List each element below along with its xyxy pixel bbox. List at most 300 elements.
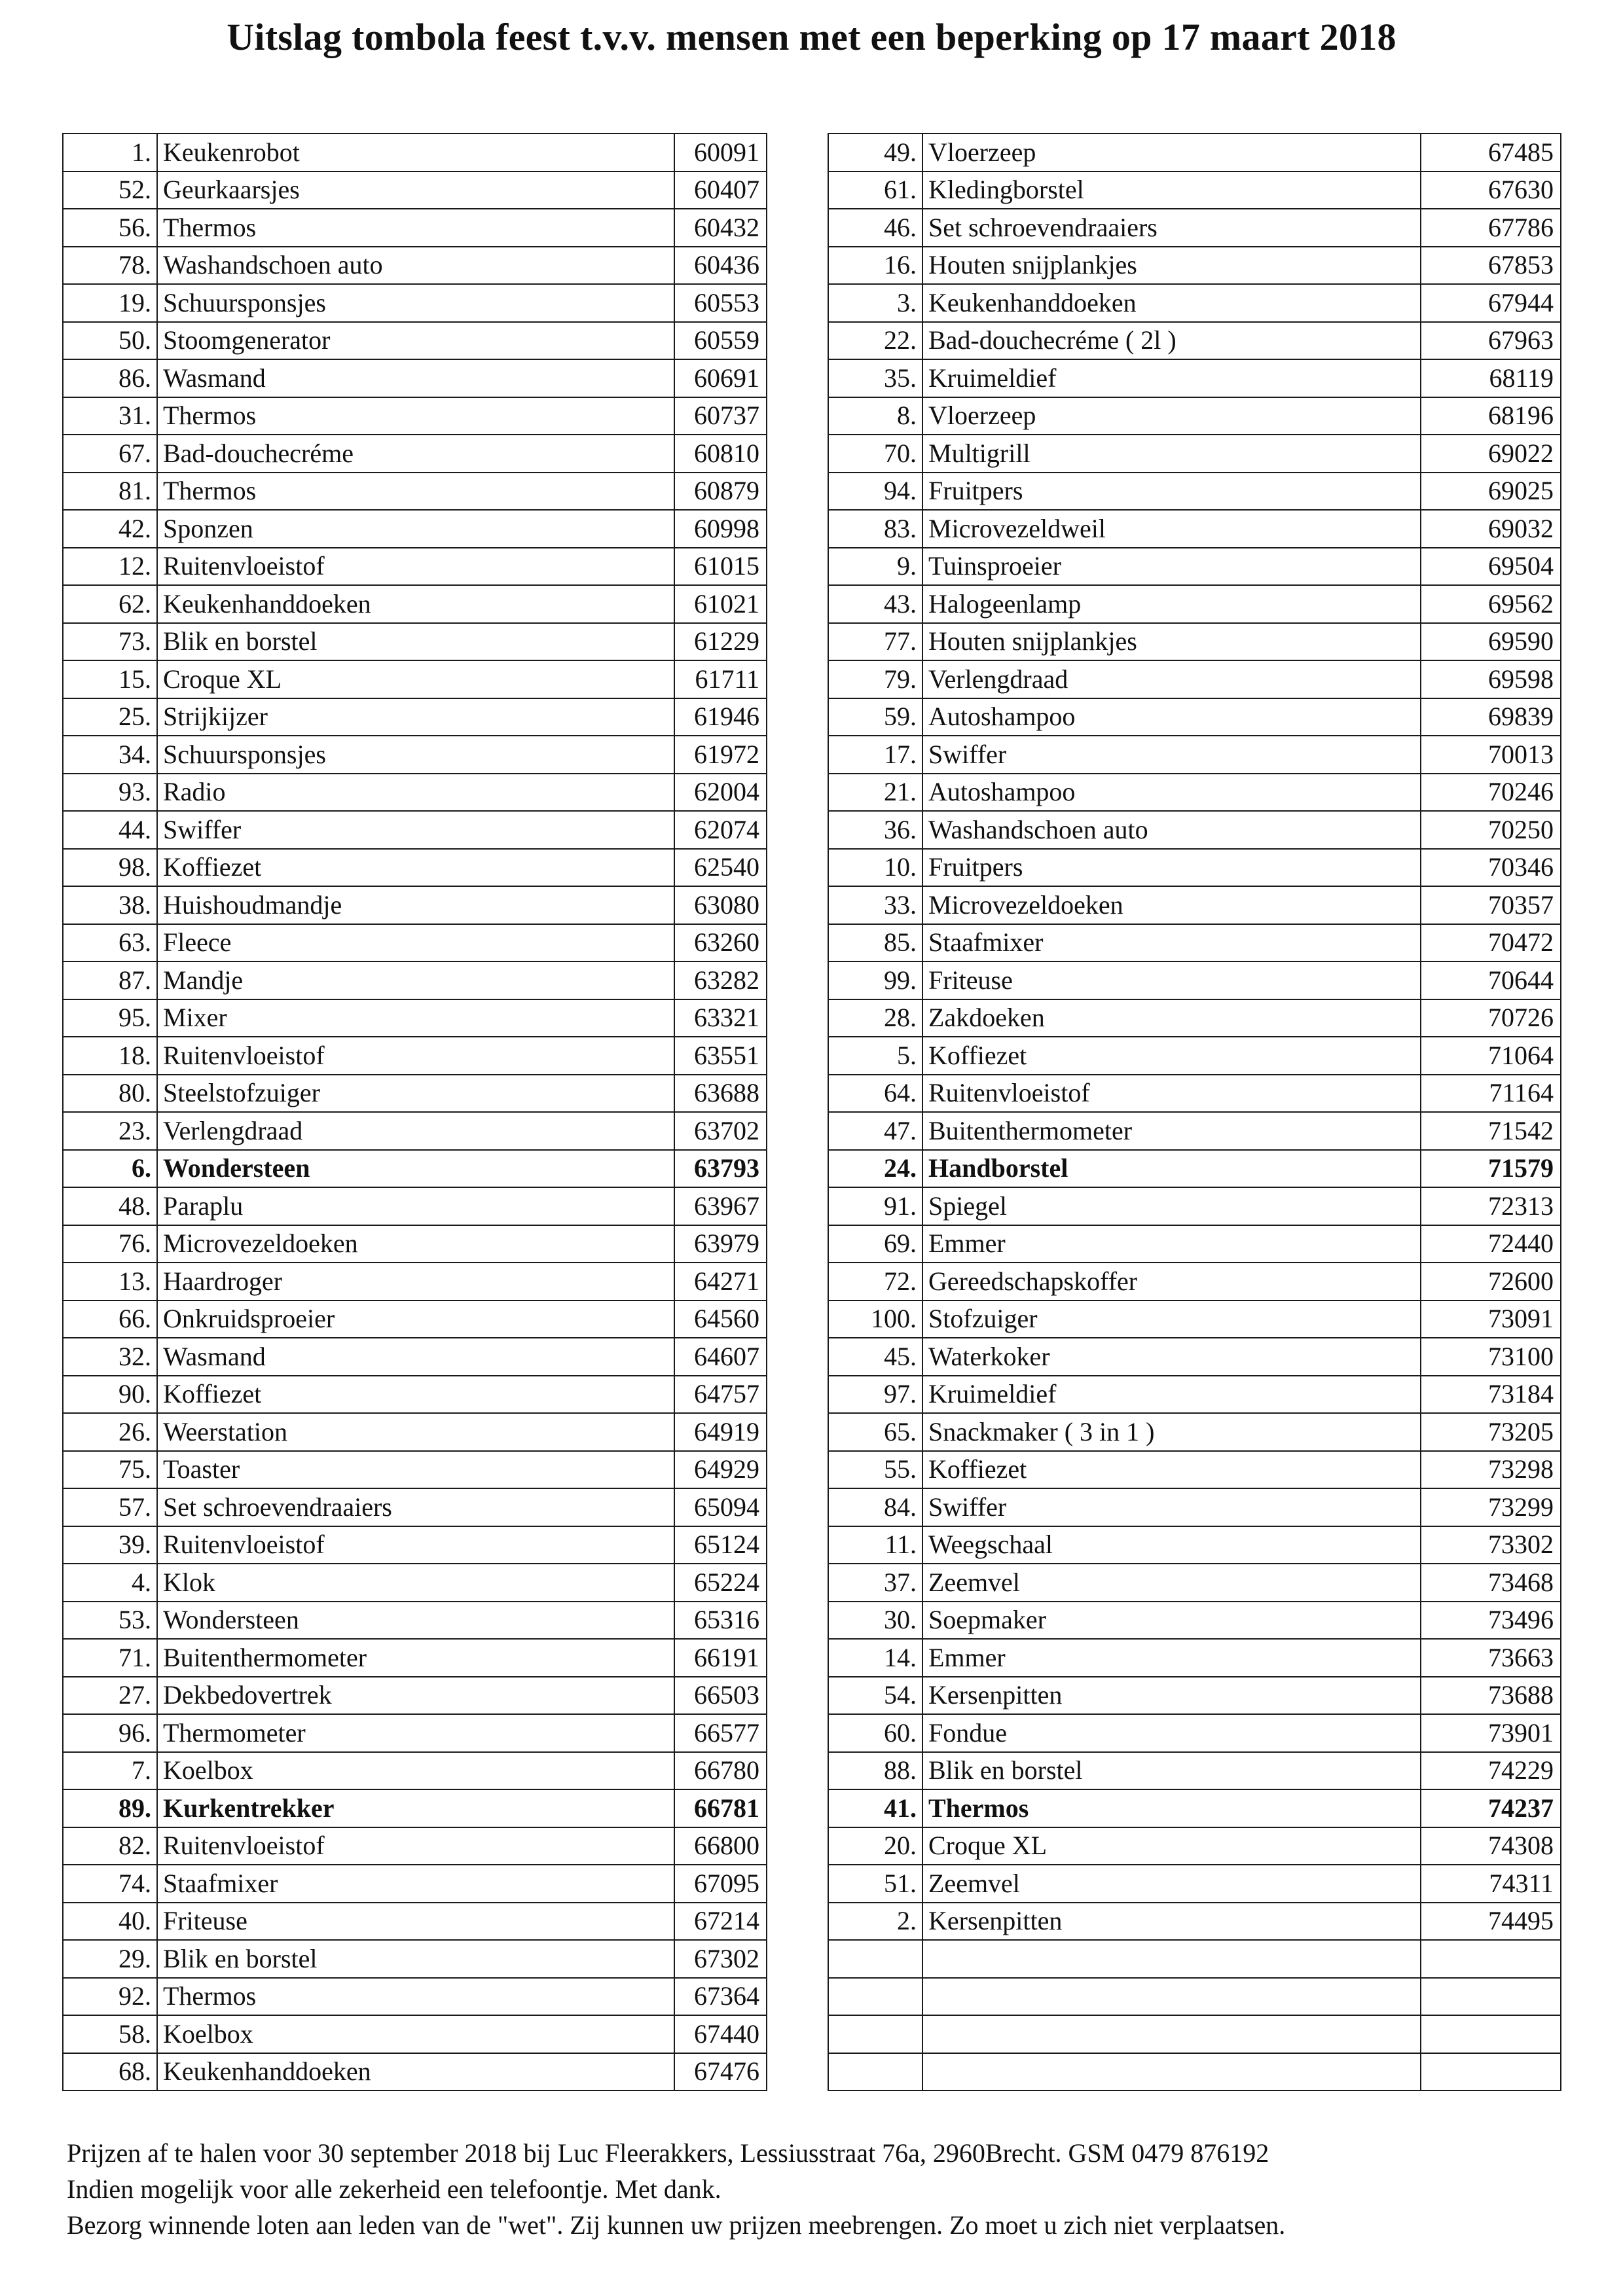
ticket-number: 62540: [674, 849, 767, 887]
column-gap: [767, 1564, 828, 1602]
column-gap: [767, 1075, 828, 1113]
prize-name: Snackmaker ( 3 in 1 ): [922, 1413, 1421, 1451]
prize-number: 70.: [828, 435, 922, 473]
column-gap: [767, 435, 828, 473]
prize-name: Washandschoen auto: [157, 247, 674, 285]
column-gap: [767, 1187, 828, 1225]
prize-number: [828, 2053, 922, 2091]
prize-name: Bad-douchecréme: [157, 435, 674, 473]
prize-number: 84.: [828, 1488, 922, 1526]
column-gap: [767, 811, 828, 849]
prize-number: 96.: [63, 1714, 157, 1752]
page-title: Uitslag tombola feest t.v.v. mensen met een beperking op 17 maart 2018: [227, 16, 1396, 58]
footer-line-delivery: Bezorg winnende loten aan leden van de "wet". Zij kunnen uw prijzen meebrengen. Zo moet u zich niet verplaatsen.: [67, 2210, 1286, 2240]
column-gap: [767, 247, 828, 285]
table-row: [63, 1903, 1561, 1941]
table-row: [63, 961, 1561, 999]
column-gap: [767, 849, 828, 887]
table-row: [63, 1602, 1561, 1640]
table-row: [63, 209, 1561, 247]
prize-number: 35.: [828, 359, 922, 397]
column-gap: [767, 209, 828, 247]
ticket-number: 70246: [1421, 774, 1561, 812]
prize-number: 27.: [63, 1677, 157, 1715]
ticket-number: [1421, 2015, 1561, 2053]
ticket-number: 61015: [674, 548, 767, 586]
ticket-number: 61229: [674, 623, 767, 661]
prize-name: Houten snijplankjes: [922, 247, 1421, 285]
column-gap: [767, 1488, 828, 1526]
prize-number: 54.: [828, 1677, 922, 1715]
column-gap: [767, 2015, 828, 2053]
ticket-number: 61021: [674, 585, 767, 623]
prize-number: 72.: [828, 1263, 922, 1300]
prize-number: 22.: [828, 322, 922, 360]
table-row: [63, 435, 1561, 473]
prize-name: Paraplu: [157, 1187, 674, 1225]
ticket-number: 74311: [1421, 1865, 1561, 1903]
ticket-number: 67302: [674, 1940, 767, 1978]
prize-number: 77.: [828, 623, 922, 661]
prize-name: Zeemvel: [922, 1564, 1421, 1602]
prize-name: Schuursponsjes: [157, 736, 674, 774]
table-row: [63, 660, 1561, 698]
table-row: [63, 924, 1561, 962]
ticket-number: 65094: [674, 1488, 767, 1526]
prize-name: Thermometer: [157, 1714, 674, 1752]
table-row: [63, 1112, 1561, 1150]
ticket-number: 73663: [1421, 1639, 1561, 1677]
prize-name: Wasmand: [157, 359, 674, 397]
prize-name: Spiegel: [922, 1187, 1421, 1225]
column-gap: [767, 1037, 828, 1075]
prize-name: Haardroger: [157, 1263, 674, 1300]
table-row: [63, 623, 1561, 661]
prize-name: [922, 2053, 1421, 2091]
table-row: [63, 1037, 1561, 1075]
table-row: [63, 1865, 1561, 1903]
prize-number: 34.: [63, 736, 157, 774]
prize-name: Staafmixer: [922, 924, 1421, 962]
ticket-number: 69022: [1421, 435, 1561, 473]
column-gap: [767, 886, 828, 924]
prize-number: 32.: [63, 1338, 157, 1376]
column-gap: [767, 736, 828, 774]
ticket-number: 68119: [1421, 359, 1561, 397]
prize-name: Thermos: [157, 397, 674, 435]
prize-name: Microvezeldoeken: [922, 886, 1421, 924]
ticket-number: 63967: [674, 1187, 767, 1225]
prize-name: Thermos: [157, 473, 674, 511]
prize-name: Stoomgenerator: [157, 322, 674, 360]
ticket-number: [1421, 1978, 1561, 2016]
prize-name: Croque XL: [157, 660, 674, 698]
prize-name: Emmer: [922, 1225, 1421, 1263]
prize-name: Koelbox: [157, 1752, 674, 1790]
table-row: [63, 1225, 1561, 1263]
prize-number: 29.: [63, 1940, 157, 1978]
ticket-number: 67944: [1421, 284, 1561, 322]
prize-name: Thermos: [157, 1978, 674, 2016]
prize-name: Klok: [157, 1564, 674, 1602]
prize-number: 18.: [63, 1037, 157, 1075]
column-gap: [767, 698, 828, 736]
table-row: [63, 886, 1561, 924]
column-gap: [767, 510, 828, 548]
column-gap: [767, 359, 828, 397]
ticket-number: 72313: [1421, 1187, 1561, 1225]
ticket-number: 67786: [1421, 209, 1561, 247]
ticket-number: 62074: [674, 811, 767, 849]
prize-number: 91.: [828, 1187, 922, 1225]
ticket-number: 73302: [1421, 1526, 1561, 1564]
ticket-number: 67364: [674, 1978, 767, 2016]
ticket-number: 67485: [1421, 134, 1561, 171]
column-gap: [767, 1677, 828, 1715]
prize-number: 10.: [828, 849, 922, 887]
ticket-number: 61946: [674, 698, 767, 736]
table-row: [63, 1338, 1561, 1376]
ticket-number: 70250: [1421, 811, 1561, 849]
table-row: [63, 736, 1561, 774]
ticket-number: 69598: [1421, 660, 1561, 698]
prize-name: Set schroevendraaiers: [922, 209, 1421, 247]
prize-name: Handborstel: [922, 1150, 1421, 1188]
prize-number: 59.: [828, 698, 922, 736]
column-gap: [767, 1526, 828, 1564]
table-row: [63, 247, 1561, 285]
column-gap: [767, 1338, 828, 1376]
prize-name: Wasmand: [157, 1338, 674, 1376]
prize-number: 38.: [63, 886, 157, 924]
prize-name: Fleece: [157, 924, 674, 962]
table-row: [63, 322, 1561, 360]
prize-name: Kersenpitten: [922, 1677, 1421, 1715]
table-row: [63, 1075, 1561, 1113]
ticket-number: 67440: [674, 2015, 767, 2053]
prize-name: Koffiezet: [922, 1037, 1421, 1075]
prize-number: 83.: [828, 510, 922, 548]
prize-number: 88.: [828, 1752, 922, 1790]
prize-name: Ruitenvloeistof: [157, 1037, 674, 1075]
table-row: [63, 548, 1561, 586]
ticket-number: 71579: [1421, 1150, 1561, 1188]
table-row: [63, 1564, 1561, 1602]
ticket-number: 64271: [674, 1263, 767, 1300]
table-row: [63, 1451, 1561, 1489]
column-gap: [767, 623, 828, 661]
prize-number: 39.: [63, 1526, 157, 1564]
prize-name: [922, 1978, 1421, 2016]
table-row: [63, 1677, 1561, 1715]
prize-name: Swiffer: [922, 736, 1421, 774]
prize-number: 4.: [63, 1564, 157, 1602]
ticket-number: 74495: [1421, 1903, 1561, 1941]
prize-name: [922, 2015, 1421, 2053]
ticket-number: 64757: [674, 1376, 767, 1414]
prize-number: 68.: [63, 2053, 157, 2091]
prize-number: 1.: [63, 134, 157, 171]
ticket-number: 60737: [674, 397, 767, 435]
prize-name: Koffiezet: [922, 1451, 1421, 1489]
prize-name: Keukenhanddoeken: [157, 2053, 674, 2091]
footer-notes: [67, 2135, 1285, 2243]
table-row: [63, 1752, 1561, 1790]
prize-number: 13.: [63, 1263, 157, 1300]
prize-number: 48.: [63, 1187, 157, 1225]
prize-name: Onkruidsproeier: [157, 1300, 674, 1338]
prize-name: Huishoudmandje: [157, 886, 674, 924]
prize-number: 11.: [828, 1526, 922, 1564]
ticket-number: 63793: [674, 1150, 767, 1188]
ticket-number: 60998: [674, 510, 767, 548]
ticket-number: 71164: [1421, 1075, 1561, 1113]
prize-number: 41.: [828, 1789, 922, 1827]
ticket-number: 71542: [1421, 1112, 1561, 1150]
prize-number: 78.: [63, 247, 157, 285]
ticket-number: 66800: [674, 1827, 767, 1865]
column-gap: [767, 171, 828, 209]
prize-number: 15.: [63, 660, 157, 698]
column-gap: [767, 1639, 828, 1677]
prize-number: 37.: [828, 1564, 922, 1602]
prize-number: 21.: [828, 774, 922, 812]
prize-number: 63.: [63, 924, 157, 962]
column-gap: [767, 1940, 828, 1978]
table-row: [63, 1413, 1561, 1451]
prize-number: [828, 1940, 922, 1978]
prize-name: Steelstofzuiger: [157, 1075, 674, 1113]
ticket-number: 66191: [674, 1639, 767, 1677]
prize-name: Koffiezet: [157, 849, 674, 887]
ticket-number: 64919: [674, 1413, 767, 1451]
prize-name: Croque XL: [922, 1827, 1421, 1865]
ticket-number: 64560: [674, 1300, 767, 1338]
prize-number: 71.: [63, 1639, 157, 1677]
ticket-number: 70472: [1421, 924, 1561, 962]
prize-name: Kruimeldief: [922, 359, 1421, 397]
ticket-number: 60559: [674, 322, 767, 360]
ticket-number: 63321: [674, 999, 767, 1037]
prize-name: Fruitpers: [922, 473, 1421, 511]
prize-number: 85.: [828, 924, 922, 962]
results-table: [62, 133, 1561, 2091]
prize-number: 60.: [828, 1714, 922, 1752]
ticket-number: 60879: [674, 473, 767, 511]
table-row: [63, 1488, 1561, 1526]
prize-name: Autoshampoo: [922, 774, 1421, 812]
prize-number: 67.: [63, 435, 157, 473]
prize-name: Kersenpitten: [922, 1903, 1421, 1941]
prize-name: Weerstation: [157, 1413, 674, 1451]
prize-number: 86.: [63, 359, 157, 397]
prize-number: 19.: [63, 284, 157, 322]
prize-number: 95.: [63, 999, 157, 1037]
prize-number: [828, 1978, 922, 2016]
column-gap: [767, 1413, 828, 1451]
table-row: [63, 1639, 1561, 1677]
ticket-number: 60691: [674, 359, 767, 397]
prize-number: 7.: [63, 1752, 157, 1790]
prize-number: 33.: [828, 886, 922, 924]
prize-number: 14.: [828, 1639, 922, 1677]
prize-name: Microvezeldweil: [922, 510, 1421, 548]
prize-name: Waterkoker: [922, 1338, 1421, 1376]
ticket-number: 69504: [1421, 548, 1561, 586]
prize-name: Bad-douchecréme ( 2l ): [922, 322, 1421, 360]
table-row: [63, 2053, 1561, 2091]
ticket-number: 60436: [674, 247, 767, 285]
ticket-number: 69562: [1421, 585, 1561, 623]
prize-number: 87.: [63, 961, 157, 999]
prize-number: 53.: [63, 1602, 157, 1640]
ticket-number: 67214: [674, 1903, 767, 1941]
table-row: [63, 1526, 1561, 1564]
prize-name: Kledingborstel: [922, 171, 1421, 209]
prize-number: 73.: [63, 623, 157, 661]
prize-number: 47.: [828, 1112, 922, 1150]
table-row: [63, 134, 1561, 171]
prize-name: Staafmixer: [157, 1865, 674, 1903]
prize-name: Fondue: [922, 1714, 1421, 1752]
column-gap: [767, 1376, 828, 1414]
prize-number: 5.: [828, 1037, 922, 1075]
prize-number: 17.: [828, 736, 922, 774]
ticket-number: 73468: [1421, 1564, 1561, 1602]
column-gap: [767, 134, 828, 171]
prize-number: 31.: [63, 397, 157, 435]
prize-number: 49.: [828, 134, 922, 171]
prize-name: Weegschaal: [922, 1526, 1421, 1564]
column-gap: [767, 1865, 828, 1903]
prize-number: 69.: [828, 1225, 922, 1263]
prize-name: Multigrill: [922, 435, 1421, 473]
prize-name: Ruitenvloeistof: [157, 1827, 674, 1865]
column-gap: [767, 397, 828, 435]
prize-name: Kruimeldief: [922, 1376, 1421, 1414]
column-gap: [767, 1752, 828, 1790]
prize-name: Zakdoeken: [922, 999, 1421, 1037]
prize-number: 66.: [63, 1300, 157, 1338]
ticket-number: 66503: [674, 1677, 767, 1715]
prize-number: 61.: [828, 171, 922, 209]
table-row: [63, 473, 1561, 511]
ticket-number: 66577: [674, 1714, 767, 1752]
prize-name: Soepmaker: [922, 1602, 1421, 1640]
prize-name: Mixer: [157, 999, 674, 1037]
column-gap: [767, 1112, 828, 1150]
prize-name: Ruitenvloeistof: [922, 1075, 1421, 1113]
prize-name: Koelbox: [157, 2015, 674, 2053]
prize-number: 30.: [828, 1602, 922, 1640]
table-row: [63, 284, 1561, 322]
prize-name: Vloerzeep: [922, 397, 1421, 435]
ticket-number: 62004: [674, 774, 767, 812]
prize-number: 82.: [63, 1827, 157, 1865]
ticket-number: 63260: [674, 924, 767, 962]
ticket-number: 67853: [1421, 247, 1561, 285]
ticket-number: 60432: [674, 209, 767, 247]
prize-number: 100.: [828, 1300, 922, 1338]
prize-name: Thermos: [157, 209, 674, 247]
prize-number: 81.: [63, 473, 157, 511]
prize-number: 64.: [828, 1075, 922, 1113]
column-gap: [767, 1789, 828, 1827]
prize-number: 6.: [63, 1150, 157, 1188]
ticket-number: 73298: [1421, 1451, 1561, 1489]
prize-name: Verlengdraad: [922, 660, 1421, 698]
ticket-number: 64607: [674, 1338, 767, 1376]
prize-number: 92.: [63, 1978, 157, 2016]
prize-name: Keukenhanddoeken: [922, 284, 1421, 322]
prize-number: 76.: [63, 1225, 157, 1263]
prize-name: Wondersteen: [157, 1150, 674, 1188]
prize-name: Keukenrobot: [157, 134, 674, 171]
ticket-number: 73688: [1421, 1677, 1561, 1715]
prize-number: 52.: [63, 171, 157, 209]
ticket-number: 63979: [674, 1225, 767, 1263]
ticket-number: 61711: [674, 660, 767, 698]
prize-number: 12.: [63, 548, 157, 586]
table-row: [63, 698, 1561, 736]
prize-name: Ruitenvloeistof: [157, 548, 674, 586]
column-gap: [767, 774, 828, 812]
ticket-number: 63080: [674, 886, 767, 924]
table-row: [63, 1714, 1561, 1752]
ticket-number: 71064: [1421, 1037, 1561, 1075]
ticket-number: 70726: [1421, 999, 1561, 1037]
prize-name: Fruitpers: [922, 849, 1421, 887]
table-row: [63, 1940, 1561, 1978]
ticket-number: 64929: [674, 1451, 767, 1489]
table-row: [63, 1827, 1561, 1865]
ticket-number: 63688: [674, 1075, 767, 1113]
prize-number: 25.: [63, 698, 157, 736]
table-row: [63, 849, 1561, 887]
prize-name: Koffiezet: [157, 1376, 674, 1414]
column-gap: [767, 1714, 828, 1752]
ticket-number: 67095: [674, 1865, 767, 1903]
ticket-number: 70357: [1421, 886, 1561, 924]
prize-name: Friteuse: [922, 961, 1421, 999]
column-gap: [767, 1300, 828, 1338]
prize-name: Dekbedovertrek: [157, 1677, 674, 1715]
ticket-number: 63282: [674, 961, 767, 999]
table-row: [63, 359, 1561, 397]
prize-number: 16.: [828, 247, 922, 285]
prize-name: Emmer: [922, 1639, 1421, 1677]
ticket-number: 73299: [1421, 1488, 1561, 1526]
prize-name: Vloerzeep: [922, 134, 1421, 171]
prize-number: 93.: [63, 774, 157, 812]
ticket-number: 70013: [1421, 736, 1561, 774]
prize-number: 51.: [828, 1865, 922, 1903]
prize-name: Washandschoen auto: [922, 811, 1421, 849]
prize-number: 2.: [828, 1903, 922, 1941]
prize-name: Toaster: [157, 1451, 674, 1489]
ticket-number: 67630: [1421, 171, 1561, 209]
column-gap: [767, 2053, 828, 2091]
ticket-number: 74308: [1421, 1827, 1561, 1865]
column-gap: [767, 1978, 828, 2016]
prize-number: 8.: [828, 397, 922, 435]
ticket-number: 73091: [1421, 1300, 1561, 1338]
ticket-number: 69590: [1421, 623, 1561, 661]
column-gap: [767, 1263, 828, 1300]
prize-name: Radio: [157, 774, 674, 812]
ticket-number: [1421, 1940, 1561, 1978]
table-row: [63, 1789, 1561, 1827]
